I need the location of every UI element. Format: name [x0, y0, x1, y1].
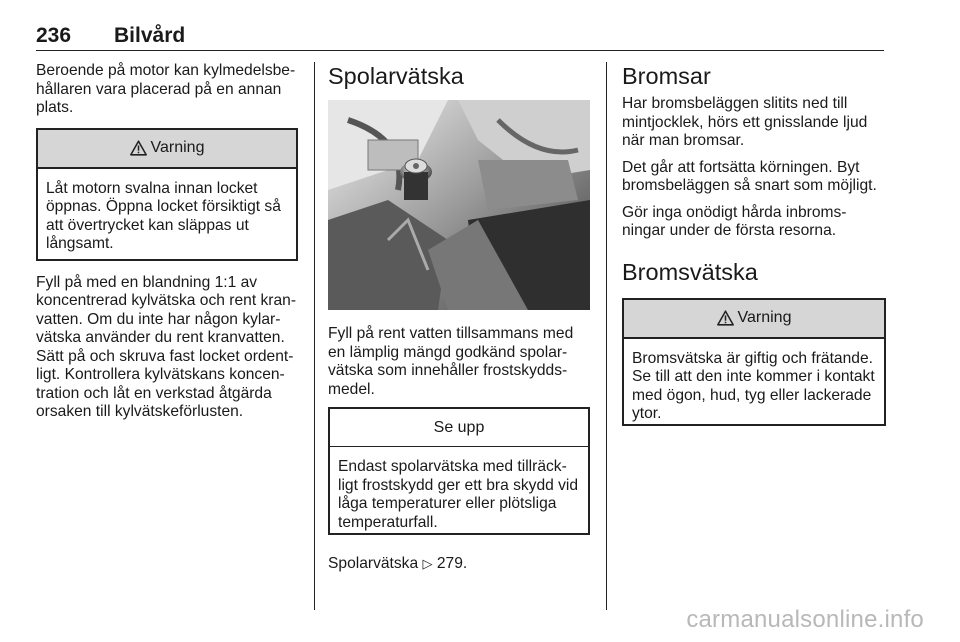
column-right [622, 62, 886, 426]
heading-washer-fluid: Spolarvätska [328, 63, 464, 89]
reference-label: Spolarvätska [328, 555, 419, 572]
warning-text: Låt motorn svalna innan locket öppnas. Öppna locket försiktigt så att övertrycket kan släppas ut långsamt. [46, 179, 281, 252]
heading-brakes: Bromsar [622, 63, 711, 89]
column-middle [328, 62, 590, 582]
column-left [36, 62, 298, 430]
cross-reference[interactable] [328, 555, 590, 574]
warning-header [624, 300, 884, 339]
warning-body [624, 339, 884, 434]
warning-text: Bromsvätska är giftig och frätande. Se till att den inte kommer i kontakt med ögon, hud, tyg eller lackerade ytor. [632, 349, 875, 422]
brakes-paragraph-3: Gör inga onödigt hårda inbroms-ningar under de första resorna. [622, 203, 847, 239]
caution-header [330, 409, 588, 447]
page-number: 236 [36, 24, 72, 47]
caution-text: Endast spolarvätska med tillräck-ligt frostskydd ger ett bra skydd vid låga temperaturer eller plötsliga temperaturfall. [338, 458, 579, 531]
warning-triangle-icon [717, 310, 734, 326]
header-rule [36, 50, 884, 51]
warning-body [38, 169, 296, 264]
column-divider [606, 62, 607, 610]
warning-header [38, 130, 296, 169]
caution-title: Se upp [433, 418, 485, 436]
warning-triangle-icon [130, 140, 147, 156]
warning-box [36, 128, 298, 261]
section-title: Bilvård [114, 24, 186, 47]
brakes-paragraph-2: Det går att fortsätta körningen. Byt bromsbeläggen så snart som möjligt. [622, 158, 877, 194]
brakes-paragraph-1: Har bromsbeläggen slitits ned till mintjocklek, hörs ett gnisslande ljud när man bromsar. [622, 95, 868, 149]
reference-page: 279. [436, 555, 468, 572]
column-divider [314, 62, 315, 610]
coolant-paragraph: Fyll på med en blandning 1:1 av koncentrerad kylvätska och rent kran-vatten. Om du inte har någon kylar-vätska använder du rent kranvatten. Sätt på och skruva fast locket ordent-ligt. Kontrollera kylvätskans koncen-tration och låt en verkstad åtgärda orsaken till kylvätskeförlusten. [36, 273, 297, 420]
warning-box [622, 298, 886, 426]
washer-paragraph: Fyll på rent vatten tillsammans med en lämplig mängd godkänd spolar-vätska som innehåller frostskydds-medel. [328, 325, 574, 398]
engine-bay-washer-reservoir-photo [328, 100, 590, 310]
arrow-icon: ▷ [422, 556, 433, 571]
warning-title: Varning [150, 139, 205, 156]
intro-paragraph: Beroende på motor kan kylmedelsbe-hållaren vara placerad på en annan plats. [36, 62, 296, 116]
warning-title: Varning [737, 309, 792, 326]
caution-body [330, 447, 588, 542]
heading-brake-fluid: Bromsvätska [622, 258, 758, 285]
watermark: carmanualsonline.info [686, 606, 924, 633]
caution-box [328, 407, 590, 535]
